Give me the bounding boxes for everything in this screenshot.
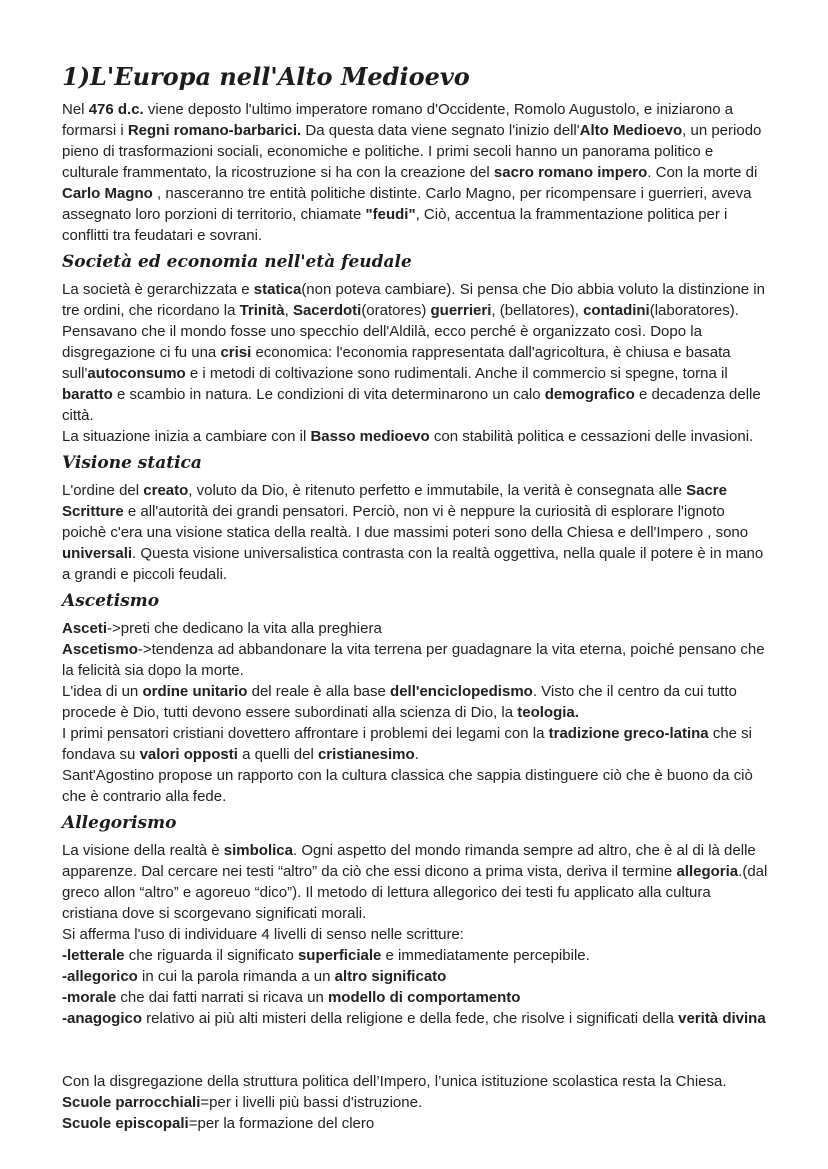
text: economica: l'economia rappresentata dall'agricoltura, è chiusa e basata sull' — [62, 344, 731, 382]
bold-text: Sacerdoti — [292, 302, 362, 319]
text: del reale è alla base — [247, 683, 391, 700]
text: L'idea di un — [62, 683, 143, 700]
text: Si afferma l'uso di individuare 4 livelli di senso nelle scritture: — [62, 926, 464, 943]
text: e scambio in natura. Le condizioni di vita determinarono un calo — [112, 386, 545, 403]
text: ->preti che dedicano la vita alla preghiera — [107, 620, 382, 637]
bold-text: Trinità — [239, 302, 285, 319]
paragraph — [62, 279, 769, 426]
section-heading: Ascetismo — [62, 591, 160, 611]
bold-text: "feudi" — [365, 206, 416, 223]
text: , voluto da Dio, è ritenuto perfetto e immutabile, la verità è consegnata alle — [188, 482, 687, 499]
text: Sant'Agostino propose un rapporto con la cultura classica che sappia distinguere ciò che è buono da ciò che è contrario alla fede. — [62, 767, 753, 805]
bold-text: Scuole episcopali — [62, 1115, 189, 1132]
bold-text: -anagogico — [62, 1010, 143, 1027]
section — [62, 251, 769, 447]
bold-text: contadini — [583, 302, 650, 319]
bold-text: autoconsumo — [87, 365, 186, 382]
bold-text: valori opposti — [139, 746, 238, 763]
paragraph — [62, 1092, 769, 1113]
bold-text: simbolica — [223, 842, 293, 859]
text: . — [414, 746, 419, 763]
paragraph — [62, 681, 769, 723]
text: e immediatamente percepibile. — [381, 947, 590, 964]
bold-text: ordine unitario — [142, 683, 248, 700]
paragraph — [62, 924, 769, 945]
text: relativo ai più alti misteri della religione e della fede, che risolve i significati della — [142, 1010, 679, 1027]
text: . Con la morte di — [647, 164, 758, 181]
text: che riguarda il significato — [124, 947, 298, 964]
text: Da questa data viene segnato l'inizio dell' — [301, 122, 580, 139]
bold-text: -morale — [62, 989, 117, 1006]
bold-text: baratto — [62, 386, 113, 403]
bold-text: -allegorico — [62, 968, 138, 985]
bold-text: Scuole parrocchiali — [62, 1094, 201, 1111]
bold-text: Basso medioevo — [310, 428, 430, 445]
section — [62, 1071, 769, 1134]
text: Nel — [62, 101, 89, 118]
paragraph — [62, 426, 769, 447]
paragraph — [62, 945, 769, 966]
text: (non poteva cambiare). Si pensa che Dio abbia voluto la distinzione in tre ordini, che ricordano la — [62, 281, 765, 319]
section — [62, 590, 769, 807]
paragraph — [62, 618, 769, 639]
bold-text: Ascetismo — [62, 641, 138, 658]
bold-text: teologia. — [517, 704, 579, 721]
bold-text: 476 d.c. — [88, 101, 144, 118]
text: La società è gerarchizzata e — [62, 281, 254, 298]
text: in cui la parola rimanda a un — [137, 968, 335, 985]
bold-text: modello di comportamento — [327, 989, 521, 1006]
text: che dai fatti narrati si ricava un — [116, 989, 328, 1006]
paragraph — [62, 639, 769, 681]
bold-text: allegoria — [676, 863, 739, 880]
text: , nasceranno tre entità politiche distinte. Carlo Magno, per ricompensare i guerrieri, aveva assegnato loro porzioni di territorio, chiamate — [62, 185, 752, 223]
paragraph — [62, 723, 769, 765]
section — [62, 812, 769, 1029]
section-heading: Società ed economia nell'età feudale — [62, 252, 412, 272]
section-heading: Visione statica — [62, 453, 202, 473]
text: . Visto che il centro da cui tutto procede è Dio, tutti devono essere subordinati alla scienza di Dio, la — [62, 683, 737, 721]
bold-text: superficiale — [297, 947, 382, 964]
paragraph — [62, 1113, 769, 1134]
text: La situazione inizia a cambiare con il — [62, 428, 311, 445]
paragraph — [62, 99, 769, 246]
text: (oratores) — [361, 302, 431, 319]
paragraph — [62, 1008, 769, 1029]
bold-text: sacro romano impero — [493, 164, 648, 181]
text: . Ogni aspetto del mondo rimanda sempre ad altro, che è al di là delle apparenze. Dal cercare nei testi “altro” da ciò che essi dicono a prima vista, deriva il termine — [62, 842, 756, 880]
bold-text: Asceti — [62, 620, 108, 637]
text: che si fondava su — [62, 725, 753, 763]
text: viene deposto l'ultimo imperatore romano d'Occidente, Romolo Augustolo, e iniziarono a formarsi i — [62, 101, 734, 139]
section-heading: Allegorismo — [62, 813, 177, 833]
text: e decadenza delle città. — [62, 386, 761, 424]
text: =per la formazione del clero — [188, 1115, 375, 1132]
bold-text: Carlo Magno — [62, 185, 153, 202]
paragraph — [62, 480, 769, 585]
paragraph — [62, 840, 769, 924]
text: (laboratores). Pensavano che il mondo fosse uno specchio dell'Aldilà, ecco perché è organizzato così. Dopo la disgregazione ci fu una — [62, 302, 739, 361]
text: Con la disgregazione della struttura politica dell’Impero, l’unica istituzione scolastica resta la Chiesa. — [62, 1073, 727, 1090]
text: L'ordine del — [62, 482, 144, 499]
section — [62, 452, 769, 585]
bold-text: tradizione greco-latina — [548, 725, 709, 742]
text: e i metodi di coltivazione sono rudimentali. Anche il commercio si spegne, torna il — [185, 365, 728, 382]
bold-text: Alto Medioevo — [579, 122, 683, 139]
bold-text: cristianesimo — [317, 746, 415, 763]
bold-text: guerrieri — [430, 302, 492, 319]
text: .(dal greco allon “altro” e agoreuo “dico”). Il metodo di lettura allegorico dei testi fu applicato alla cultura cristiana dove si scorgevano significati morali. — [62, 863, 768, 922]
bold-text: demografico — [544, 386, 635, 403]
paragraph — [62, 987, 769, 1008]
text: =per i livelli più bassi d'istruzione. — [200, 1094, 423, 1111]
text: , un periodo pieno di trasformazioni sociali, economiche e politiche. I primi secoli hanno un panorama politico e culturale frammentato, la ricostruzione si ha con la creazione del — [62, 122, 762, 181]
text: , Ciò, accentua la frammentazione politica per i conflitti tra feudatari e sovrani. — [62, 206, 728, 244]
text: , (bellatores), — [491, 302, 584, 319]
bold-text: altro significato — [334, 968, 447, 985]
bold-text: universali — [62, 545, 133, 562]
bold-text: Regni romano-barbarici. — [127, 122, 302, 139]
text: e all'autorità dei grandi pensatori. Perciò, non vi è neppure la curiosità di esplorare l'ignoto poichè c'era una visione statica della realtà. I due massimi poteri sono della Chiesa e dell'Impero , sono — [62, 503, 749, 541]
text: con stabilità politica e cessazioni delle invasioni. — [429, 428, 754, 445]
text: . Questa visione universalistica contrasta con la realtà oggettiva, nella quale il potere è in mano a grandi e piccoli feudali. — [62, 545, 764, 583]
bold-text: dell'enciclopedismo — [390, 683, 533, 700]
paragraph — [62, 966, 769, 987]
section — [62, 99, 769, 246]
bold-text: Sacre Scritture — [62, 482, 727, 520]
paragraph — [62, 765, 769, 807]
text: , — [284, 302, 293, 319]
bold-text: verità divina — [678, 1010, 766, 1027]
bold-text: creato — [143, 482, 189, 499]
bold-text: statica — [253, 281, 302, 298]
text: ->tendenza ad abbandonare la vita terrena per guadagnare la vita eterna, poiché pensano che la felicità sia dopo la morte. — [62, 641, 765, 679]
document-title: 1)L'Europa nell'Alto Medioevo — [62, 62, 470, 91]
bold-text: -letterale — [62, 947, 125, 964]
text: I primi pensatori cristiani dovettero affrontare i problemi dei legami con la — [62, 725, 549, 742]
paragraph — [62, 1071, 769, 1092]
document-body — [62, 99, 769, 1134]
text: a quelli del — [237, 746, 318, 763]
text: La visione della realtà è — [62, 842, 224, 859]
bold-text: crisi — [220, 344, 252, 361]
